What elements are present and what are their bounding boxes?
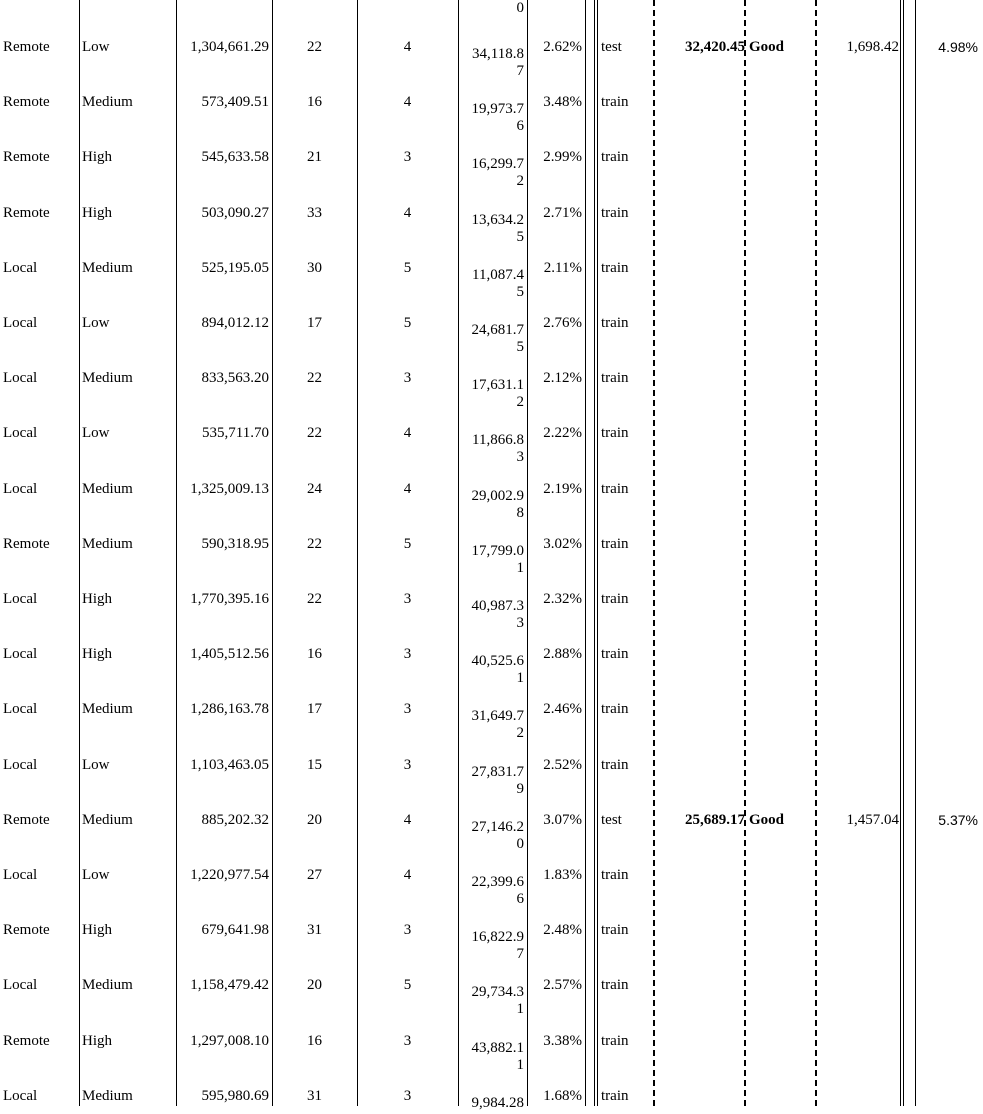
- table-row: [0, 341, 983, 411]
- table-row: [0, 504, 983, 576]
- percent-cell: 3.07%: [543, 811, 582, 828]
- split-cell: train: [601, 756, 629, 773]
- amount-cell: 1,304,661.29: [190, 39, 269, 55]
- percent-cell: 2.52%: [543, 756, 582, 773]
- score-cell: 3: [403, 370, 412, 387]
- score-cell: 4: [403, 94, 412, 111]
- location-cell: Remote: [3, 922, 50, 939]
- split-cell: train: [601, 867, 629, 883]
- split-cell: train: [601, 149, 629, 166]
- count-cell: 22: [307, 591, 322, 607]
- location-cell: Local: [3, 425, 38, 442]
- split-cell: train: [601, 535, 629, 552]
- table-row: [0, 893, 983, 963]
- cost-cell-continued: 0: [516, 835, 524, 852]
- split-cell: train: [601, 1032, 629, 1049]
- location-cell: Remote: [3, 535, 50, 552]
- split-cell: train: [601, 204, 629, 221]
- cost-cell: 40,987.3: [471, 598, 524, 614]
- amount-cell: 535,711.70: [202, 425, 269, 442]
- table-row: [0, 948, 983, 1018]
- cost-cell-continued: 6: [516, 118, 524, 135]
- score-cell: 3: [403, 1087, 412, 1104]
- split-cell: train: [601, 480, 629, 497]
- amount-cell: 1,770,395.16: [190, 591, 269, 607]
- split-cell: train: [601, 591, 629, 607]
- level-cell: High: [82, 922, 112, 939]
- level-cell: Medium: [82, 480, 133, 497]
- cost-cell: 22,399.6: [471, 874, 524, 890]
- percent-cell: 2.19%: [543, 480, 582, 497]
- percent-cell: 2.32%: [543, 591, 582, 607]
- cost-cell: 27,831.7: [471, 763, 524, 780]
- count-cell: 16: [307, 646, 322, 663]
- cost-cell-continued: 3: [516, 615, 524, 631]
- count-cell: 21: [307, 149, 322, 166]
- score-cell: 4: [403, 204, 412, 221]
- cost-cell: 31,649.7: [471, 708, 524, 725]
- split-cell: train: [601, 425, 629, 442]
- count-cell: 20: [307, 811, 322, 828]
- split-cell: train: [601, 922, 629, 939]
- count-cell: 31: [307, 1087, 322, 1104]
- location-cell: Local: [3, 370, 38, 387]
- location-cell: Remote: [3, 204, 50, 221]
- location-cell: Remote: [3, 94, 50, 111]
- amount-cell: 1,405,512.56: [190, 646, 269, 663]
- table-row: [0, 120, 983, 190]
- amount-cell: 1,286,163.78: [190, 701, 269, 718]
- percent-cell: 2.22%: [543, 425, 582, 442]
- cost-cell: 16,822.9: [471, 929, 524, 946]
- cost-cell: 9,984.28: [471, 1094, 524, 1111]
- amount-cell: 1,220,977.54: [190, 867, 269, 883]
- summary-cell: 25,689.17: [685, 811, 745, 828]
- count-cell: 33: [307, 204, 322, 221]
- score-cell: 4: [403, 425, 412, 442]
- amount-cell: 503,090.27: [201, 204, 269, 221]
- cost-fragment: 0: [516, 0, 524, 16]
- score-cell: 3: [403, 646, 412, 663]
- cost-cell: 17,799.0: [471, 542, 524, 559]
- level-cell: Low: [82, 425, 110, 442]
- cost-cell: 11,087.4: [472, 266, 524, 283]
- table-row: [0, 176, 983, 245]
- location-cell: Local: [3, 591, 38, 607]
- level-cell: High: [82, 1032, 112, 1049]
- rating-cell: Good: [749, 39, 785, 55]
- percent-cell: 2.76%: [543, 315, 582, 331]
- count-cell: 16: [307, 94, 322, 111]
- cost-cell-continued: 1: [516, 1056, 524, 1073]
- cost-cell: 29,734.3: [471, 984, 524, 1001]
- cost-cell-continued: 1: [516, 559, 524, 576]
- summary-cell: 32,420.45: [685, 39, 745, 55]
- location-cell: Remote: [3, 149, 50, 166]
- level-cell: Medium: [82, 94, 133, 111]
- table-row: [0, 452, 983, 521]
- amount-cell: 545,633.58: [201, 149, 269, 166]
- table-row: [0, 1004, 983, 1073]
- amount-cell: 1,325,009.13: [190, 480, 269, 497]
- count-cell: 20: [307, 977, 322, 994]
- location-cell: Remote: [3, 39, 50, 55]
- cost-cell-continued: 8: [516, 504, 524, 521]
- cost-cell-continued: 5: [516, 339, 524, 355]
- count-cell: 22: [307, 39, 322, 55]
- amount-cell: 833,563.20: [201, 370, 269, 387]
- cost-cell-continued: 3: [516, 449, 524, 466]
- percent-cell: 2.57%: [543, 977, 582, 994]
- score-cell: 5: [403, 259, 412, 276]
- level-cell: Medium: [82, 259, 133, 276]
- score-cell: 5: [403, 535, 412, 552]
- count-cell: 15: [307, 756, 322, 773]
- location-cell: Local: [3, 756, 38, 773]
- amount-cell: 1,158,479.42: [190, 977, 269, 994]
- split-cell: train: [601, 701, 629, 718]
- cost-cell: 34,118.8: [472, 46, 524, 62]
- location-cell: Local: [3, 259, 38, 276]
- level-cell: Medium: [82, 811, 133, 828]
- metric-cell: 1,698.42: [846, 39, 899, 55]
- count-cell: 17: [307, 701, 322, 718]
- score-cell: 3: [403, 591, 412, 607]
- cost-cell-continued: 2: [516, 394, 524, 411]
- table-row: [0, 283, 983, 355]
- percent-cell: 2.11%: [543, 259, 582, 276]
- level-cell: Medium: [82, 701, 133, 718]
- cost-cell-continued: 6: [516, 891, 524, 907]
- percent-cell: 2.62%: [543, 39, 582, 55]
- split-cell: train: [601, 1087, 629, 1104]
- table-row: [0, 728, 983, 797]
- cost-cell: 40,525.6: [471, 653, 524, 670]
- cost-cell-continued: 7: [516, 946, 524, 963]
- table-row: [0, 559, 983, 631]
- location-cell: Remote: [3, 1032, 50, 1049]
- table-row: [0, 396, 983, 466]
- level-cell: High: [82, 591, 112, 607]
- count-cell: 22: [307, 370, 322, 387]
- level-cell: High: [82, 646, 112, 663]
- location-cell: Local: [3, 867, 38, 883]
- cost-cell: 29,002.9: [471, 487, 524, 504]
- split-cell: test: [601, 39, 622, 55]
- amount-cell: 1,103,463.05: [190, 756, 269, 773]
- level-cell: Low: [82, 39, 110, 55]
- count-cell: 22: [307, 535, 322, 552]
- cost-cell: 13,634.2: [471, 211, 524, 228]
- percent-cell: 2.88%: [543, 646, 582, 663]
- level-cell: High: [82, 204, 112, 221]
- percent-cell: 2.46%: [543, 701, 582, 718]
- level-cell: Medium: [82, 977, 133, 994]
- location-cell: Local: [3, 480, 38, 497]
- score-cell: 4: [403, 867, 412, 883]
- table-row: [0, 10, 983, 79]
- cost-cell-continued: 9: [516, 780, 524, 797]
- level-cell: Medium: [82, 370, 133, 387]
- location-cell: Remote: [3, 811, 50, 828]
- percent-cell: 3.02%: [543, 535, 582, 552]
- count-cell: 24: [307, 480, 322, 497]
- cost-cell-continued: 1: [516, 1001, 524, 1018]
- table-row: [0, 228, 983, 300]
- location-cell: Local: [3, 977, 38, 994]
- table-row: [0, 835, 983, 907]
- location-cell: Local: [3, 701, 38, 718]
- split-cell: test: [601, 811, 622, 828]
- cost-cell-continued: 2: [516, 725, 524, 742]
- location-cell: Local: [3, 1087, 38, 1104]
- level-cell: Low: [82, 756, 110, 773]
- level-cell: High: [82, 149, 112, 166]
- percent-cell: 2.71%: [543, 204, 582, 221]
- amount-cell: 590,318.95: [201, 535, 269, 552]
- rating-cell: Good: [749, 811, 785, 828]
- count-cell: 16: [307, 1032, 322, 1049]
- score-cell: 3: [403, 922, 412, 939]
- score-cell: 3: [403, 756, 412, 773]
- cost-cell: 19,973.7: [471, 101, 524, 118]
- cost-cell-continued: 7: [516, 63, 524, 79]
- percent-cell: 3.48%: [543, 94, 582, 111]
- cost-cell: 43,882.1: [471, 1039, 524, 1056]
- cost-cell-continued: 5: [516, 283, 524, 300]
- level-cell: Low: [82, 867, 110, 883]
- split-cell: train: [601, 94, 629, 111]
- count-cell: 30: [307, 259, 322, 276]
- amount-cell: 885,202.32: [201, 811, 269, 828]
- cost-cell-continued: 2: [516, 173, 524, 190]
- cost-cell-continued: 5: [516, 228, 524, 245]
- count-cell: 17: [307, 315, 322, 331]
- score-cell: 3: [403, 1032, 412, 1049]
- amount-cell: 595,980.69: [201, 1087, 269, 1104]
- level-cell: Low: [82, 315, 110, 331]
- cost-cell: 24,681.7: [471, 322, 524, 338]
- location-cell: Local: [3, 646, 38, 663]
- score-cell: 3: [403, 149, 412, 166]
- percent-cell: 3.38%: [543, 1032, 582, 1049]
- percent-cell: 2.48%: [543, 922, 582, 939]
- amount-cell: 525,195.05: [201, 259, 269, 276]
- level-cell: Medium: [82, 535, 133, 552]
- cost-cell: 16,299.7: [471, 156, 524, 173]
- score-cell: 4: [403, 811, 412, 828]
- percent-cell: 1.68%: [543, 1087, 582, 1104]
- split-cell: train: [601, 977, 629, 994]
- score-cell: 4: [403, 39, 412, 55]
- cost-cell: 11,866.8: [472, 432, 524, 449]
- percent-cell: 2.99%: [543, 149, 582, 166]
- cost-cell-continued: 1: [516, 670, 524, 687]
- cost-cell: 17,631.1: [471, 377, 524, 394]
- percent-cell: 1.83%: [543, 867, 582, 883]
- split-cell: train: [601, 259, 629, 276]
- split-cell: train: [601, 646, 629, 663]
- count-cell: 22: [307, 425, 322, 442]
- amount-cell: 894,012.12: [201, 315, 269, 331]
- count-cell: 27: [307, 867, 322, 883]
- amount-cell: 573,409.51: [201, 94, 269, 111]
- table-row: [0, 617, 983, 687]
- score-cell: 4: [403, 480, 412, 497]
- cost-cell: 27,146.2: [471, 818, 524, 835]
- split-cell: train: [601, 315, 629, 331]
- amount-cell: 1,297,008.10: [190, 1032, 269, 1049]
- score-cell: 5: [403, 977, 412, 994]
- location-cell: Local: [3, 315, 38, 331]
- table-row: [0, 780, 983, 852]
- split-cell: train: [601, 370, 629, 387]
- count-cell: 31: [307, 922, 322, 939]
- score-cell: 5: [403, 315, 412, 331]
- amount-cell: 679,641.98: [201, 922, 269, 939]
- level-cell: Medium: [82, 1087, 133, 1104]
- percent-cell: 2.12%: [543, 370, 582, 387]
- metric-cell: 1,457.04: [846, 811, 899, 828]
- score-cell: 3: [403, 701, 412, 718]
- table-row: [0, 65, 983, 135]
- rate-cell: 4.98%: [938, 39, 978, 55]
- rate-cell: 5.37%: [938, 811, 978, 828]
- table-row: [0, 672, 983, 742]
